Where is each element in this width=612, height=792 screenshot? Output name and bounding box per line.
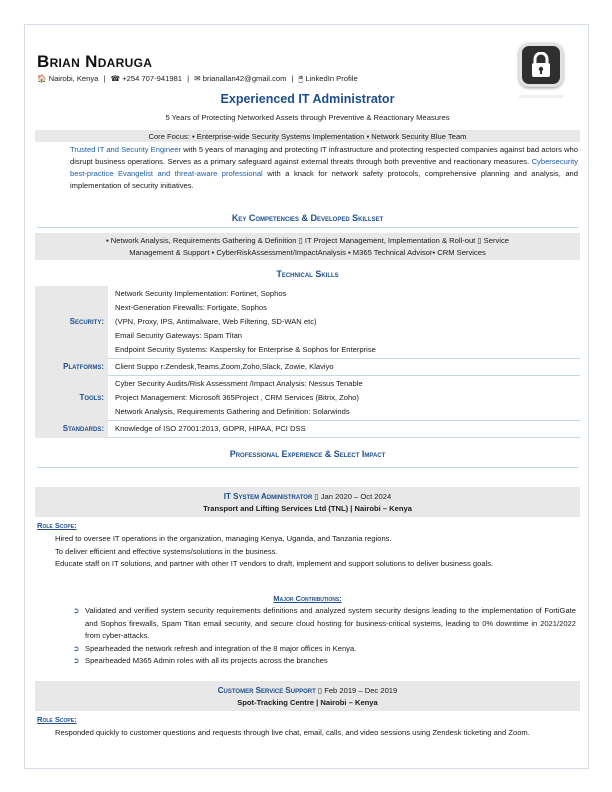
job-header (35, 681, 580, 711)
list-item: Educate staff on IT solutions, and partner with other IT vendors to draft, implement and support solutions to deliver business goals. (55, 559, 494, 568)
core-focus-bar: Core Focus: ▪ Enterprise-wide Security Systems Implementation ▪ Network Security Blue Team (35, 130, 580, 142)
job-company: Transport and Lifting Services Ltd (TNL) | Nairobi – Kenya (203, 504, 412, 513)
contact-line: 🏠 Nairobi, Kenya | ☎ +254 707-941981 | ✉ brianallan42@gmail.com | 🖱 LinkedIn Profile (37, 74, 358, 83)
technical-skills-heading: Technical Skills (276, 269, 339, 279)
technical-skills-table (35, 286, 580, 438)
role-scope-text (55, 533, 575, 571)
competencies-line: Network Analysis, Requirements Gathering & Definition ▯ IT Project Management, Implementation & Roll-out ▯ Service (110, 236, 510, 245)
email-link[interactable]: brianallan42@gmail.com (202, 74, 287, 83)
role-scope-text (55, 727, 575, 740)
subheadline: 5 Years of Protecting Networked Assets through Preventive & Reactionary Measures (165, 113, 450, 122)
location-text: Nairobi, Kenya (48, 74, 99, 83)
lock-icon (519, 43, 563, 87)
role-scope-label: Role Scope: (37, 715, 77, 724)
location-icon: 🏠 (37, 74, 47, 83)
platforms-label: Platforms: (35, 359, 108, 376)
list-item: ➲ Spearheaded the network refresh and integration of the 8 major offices in Kenya. (73, 643, 576, 656)
contributions-list (73, 605, 576, 668)
job-dates: ▯ Feb 2019 – Dec 2019 (317, 686, 398, 695)
list-item: Hired to oversee IT operations in the organization, managing Kenya, Uganda, and Tanzania regions. (55, 534, 392, 543)
experience-heading: Professional Experience & Select Impact (229, 449, 386, 459)
summary-highlight: Cybersecurity best-practice Evangelist and threat-aware professional (70, 157, 578, 178)
headline: Experienced IT Administrator (220, 92, 395, 106)
divider (37, 227, 578, 228)
list-item: ➲ Spearheaded M365 Admin roles with all its projects across the branches (73, 655, 576, 668)
email-icon: ✉ (194, 74, 201, 83)
job-header (35, 487, 580, 517)
core-focus-label: Core Focus: (148, 132, 190, 141)
core-focus-item: Enterprise-wide Security Systems Implementation (196, 132, 365, 141)
job-company: Spot-Tracking Centre | Nairobi – Kenya (237, 698, 378, 707)
list-item: ➲ Validated and verified system security requirements definitions and analyzed system security designs leading to the implementation of FortiGate and Sophos firewalls, Spam Titan email security, and secure cloud hosting for business-critical systems, leading to 0% downtime in 2021/2022 from cyber-attacks. (73, 606, 576, 640)
tools-values: Cyber Security Audits/Risk Assessment /Impact Analysis: Nessus Tenable Project Management: Microsoft 365Project , CRM Services (Bitrix, Zoho) Network Analysis, Requirements Gathering and Definition: Solarwinds (108, 376, 580, 421)
core-focus-item: Network Security Blue Team (371, 132, 467, 141)
job-title: IT System Administrator (223, 492, 313, 501)
tools-label: Tools: (35, 376, 108, 421)
phone-text: +254 707-941981 (122, 74, 182, 83)
standards-label: Standards: (35, 421, 108, 438)
list-item: To deliver efficient and effective systems/solutions in the business. (55, 546, 278, 556)
linkedin-link[interactable]: LinkedIn Profile (305, 74, 358, 83)
security-label: Security: (35, 286, 108, 359)
arrow-bullet-icon: ➲ (73, 656, 80, 665)
competencies-line: Management & Support ▪ CyberRiskAssessment/ImpactAnalysis ▪ M365 Technical Advisor▪ CRM Services (129, 248, 486, 257)
arrow-bullet-icon: ➲ (73, 606, 80, 615)
arrow-bullet-icon: ➲ (73, 643, 80, 653)
divider (37, 467, 578, 468)
platforms-values: Client Suppo r:Zendesk,Teams,Zoom,Zoho,Slack, Zowie, Klaviyo (108, 359, 580, 376)
standards-values: Knowledge of ISO 27001:2013, GDPR, HIPAA, PCI DSS (108, 421, 580, 438)
phone-icon: ☎ (110, 74, 121, 83)
candidate-name: Brian Ndaruga (37, 52, 153, 71)
competencies-heading: Key Competencies & Developed Skillset (231, 213, 384, 223)
role-scope-label: Role Scope: (37, 521, 77, 530)
summary-lead: Trusted IT and Security Engineer (70, 145, 182, 154)
competencies-bar: ▪ Network Analysis, Requirements Gathering & Definition ▯ IT Project Management, Implementation & Roll-out ▯ Service Management & Support ▪ CyberRiskAssessment/ImpactAnalysis ▪ M365 Technical Advisor▪ CRM Services (35, 233, 580, 260)
resume-page (24, 24, 589, 769)
job-dates: ▯ Jan 2020 – Oct 2024 (314, 492, 392, 501)
security-values: Network Security Implementation: Fortinet, Sophos Next-Generation Firewalls: Fortigate, Sophos (VPN, Proxy, IPS, Antimalware, Web Filtering, SD-WAN etc) Email Security Gateways: Spam Titan Endpoint Security Systems: Kaspersky for Enterprise & Sophos for Enterprise (108, 286, 580, 359)
linkedin-icon: 🖱 (298, 74, 304, 83)
job-title: Customer Service Support (217, 686, 316, 695)
summary-paragraph: Trusted IT and Security Engineer with 5 years of managing and protecting IT infrastructure and protecting respected companies against bad actors who disrupt business operations. Serves as a primary safeguard against external threats through both preventive and reactionary measures. Cybersecurity best-practice Evangelist and threat-aware professional with a knack for network safety protocols, comprehensive planning and analysis, and implementation of security initiatives. (70, 145, 578, 190)
list-item: Responded quickly to customer questions and requests through live chat, email, calls, and video sessions using Zendesk ticketing and Zoom. (55, 728, 530, 737)
major-contributions-label: Major Contributions: (273, 594, 342, 603)
